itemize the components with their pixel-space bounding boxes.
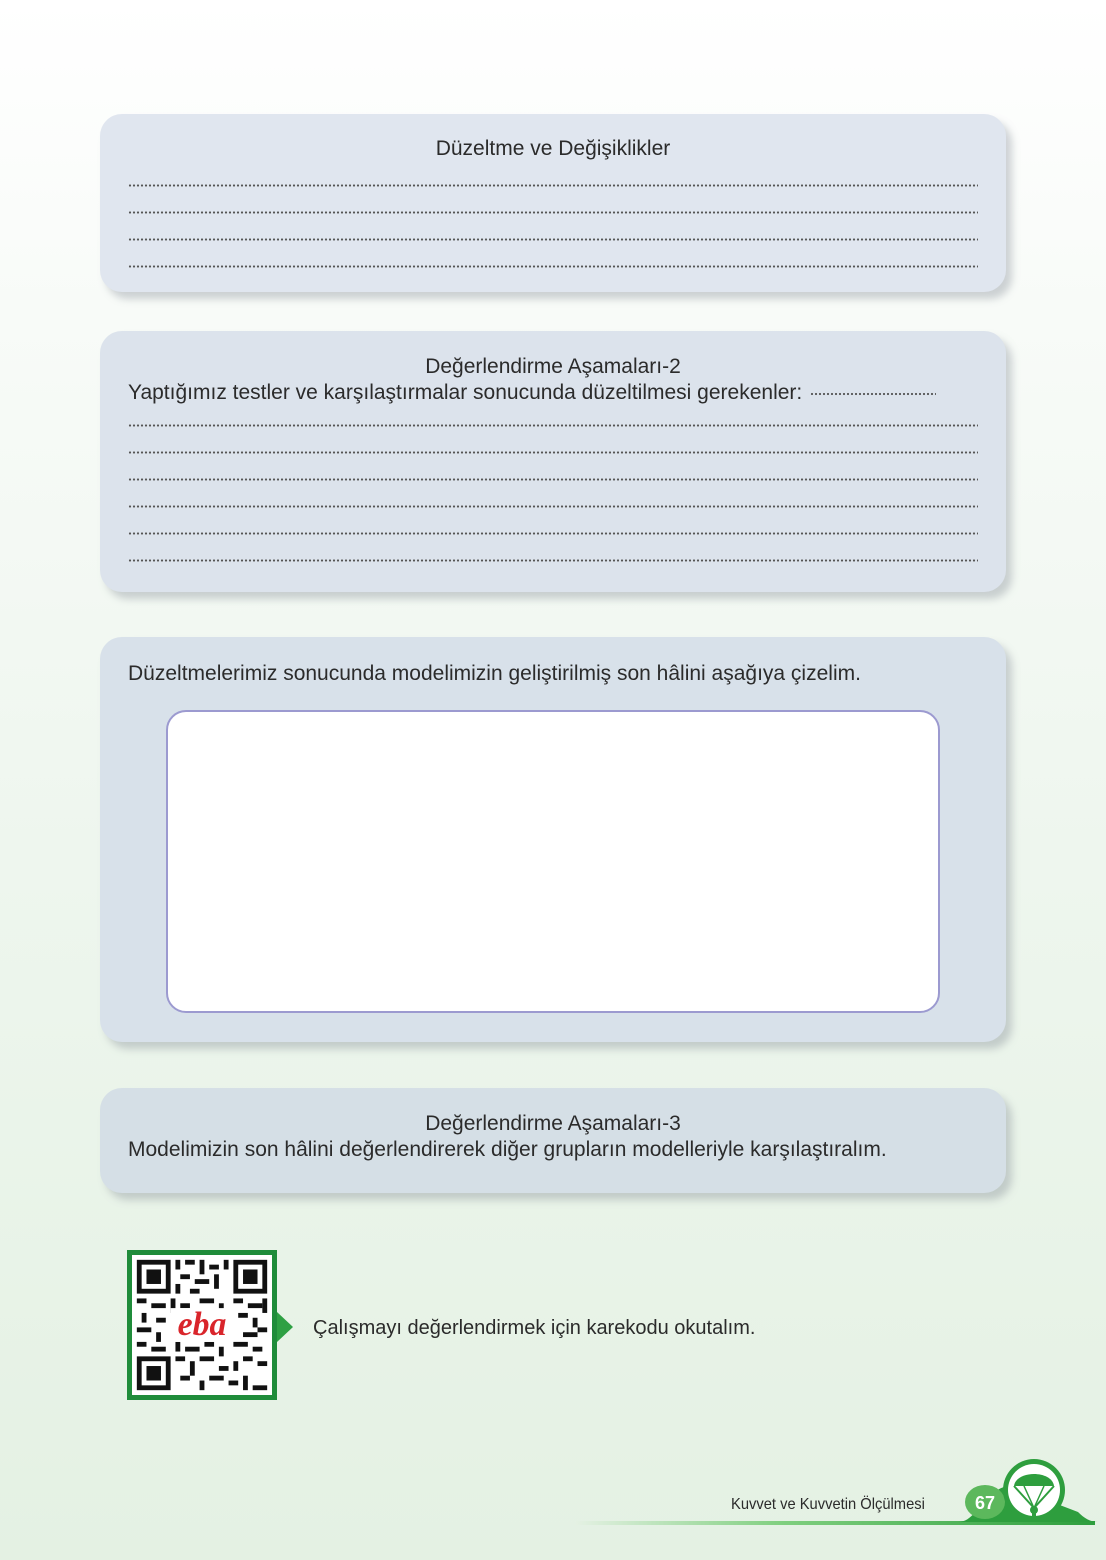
qr-caption: Çalışmayı değerlendirmek için karekodu okutalım. xyxy=(313,1317,756,1339)
dotted-line[interactable] xyxy=(128,460,978,487)
dotted-line[interactable] xyxy=(128,166,978,193)
dotted-line[interactable] xyxy=(128,247,978,274)
qr-code[interactable] xyxy=(127,1250,277,1400)
qr-code-icon xyxy=(132,1255,272,1395)
dotted-line[interactable] xyxy=(128,514,978,541)
corrections-card xyxy=(100,114,1006,292)
evaluation-stage-3-card xyxy=(100,1088,1006,1193)
dotted-line[interactable] xyxy=(128,193,978,220)
eba-logo: eba xyxy=(177,1306,227,1344)
final-model-instruction: Düzeltmelerimiz sonucunda modelimizin geliştirilmiş son hâlini aşağıya çizelim. xyxy=(128,662,861,685)
final-model-card xyxy=(100,637,1006,1042)
drawing-area[interactable] xyxy=(166,710,940,1013)
dotted-line[interactable] xyxy=(128,433,978,460)
dotted-line[interactable] xyxy=(128,541,978,568)
dotted-line[interactable] xyxy=(128,487,978,514)
footer-unit-title: Kuvvet ve Kuvvetin Ölçülmesi xyxy=(731,1496,925,1513)
evaluation-stage-3-text: Modelimizin son hâlini değerlendirerek diğer grupların modelleriyle karşılaştıralım. xyxy=(128,1138,887,1161)
footer-page-badge xyxy=(958,1456,1098,1533)
dotted-line[interactable] xyxy=(128,220,978,247)
evaluation-stage-2-card xyxy=(100,331,1006,592)
page-number: 67 xyxy=(974,1493,996,1513)
answer-dots[interactable] xyxy=(810,389,936,399)
evaluation-stage-3-title: Değerlendirme Aşamaları-3 xyxy=(425,1112,681,1135)
evaluation-stage-2-prompt: Yaptığımız testler ve karşılaştırmalar sonucunda düzeltilmesi gerekenler: xyxy=(128,380,978,406)
corrections-title: Düzeltme ve Değişiklikler xyxy=(435,137,671,160)
evaluation-stage-2-title: Değerlendirme Aşamaları-2 xyxy=(425,355,681,378)
qr-pointer-icon xyxy=(277,1312,293,1342)
dotted-line[interactable] xyxy=(128,406,978,433)
